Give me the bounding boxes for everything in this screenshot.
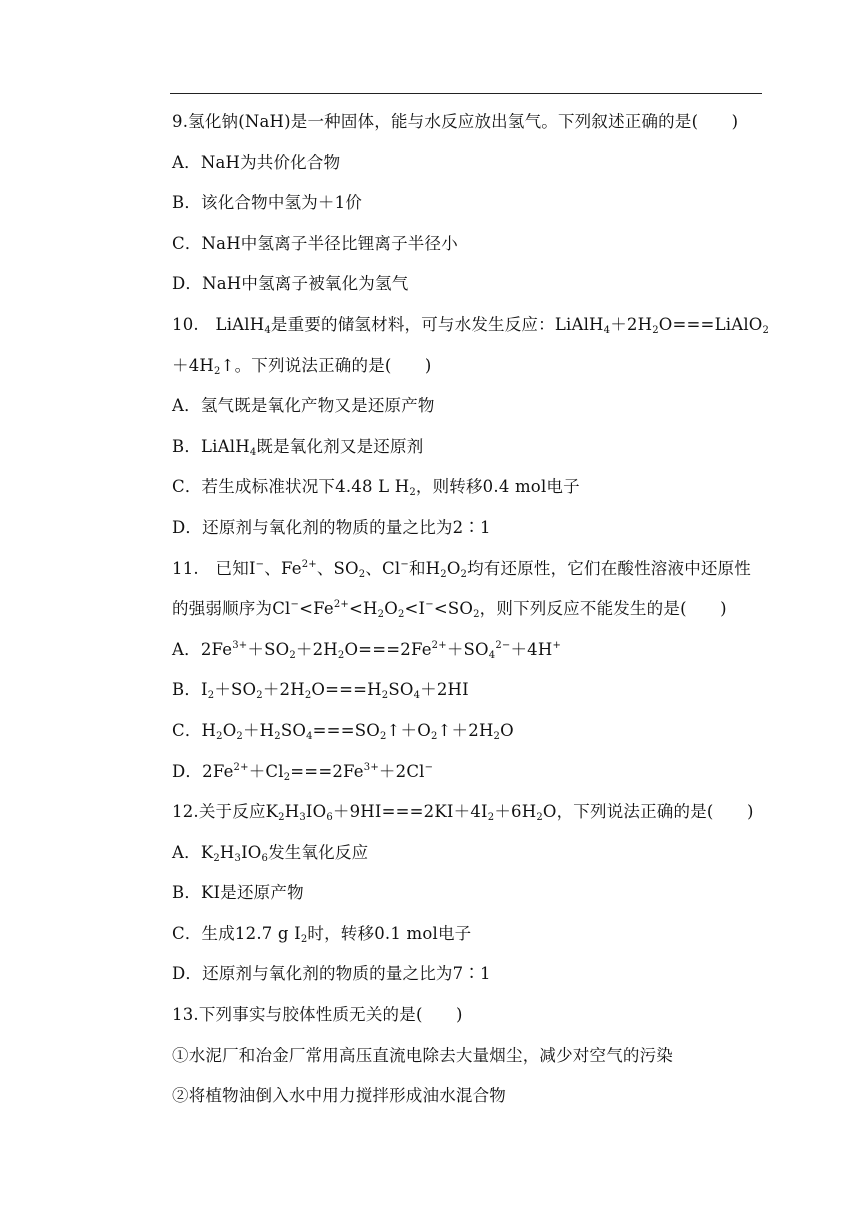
- question-12-option-d: D．还原剂与氧化剂的物质的量之比为7∶1: [172, 964, 491, 984]
- question-9-option-b: B．该化合物中氢为＋1价: [172, 193, 363, 213]
- question-13-item-1: ①水泥厂和冶金厂常用高压直流电除去大量烟尘，减少对空气的污染: [172, 1045, 673, 1065]
- question-11-option-c: C．$H_2O_2+H_2SO_4===SO_2↑+O_2↑+2H_2O$: [172, 720, 514, 742]
- question-9-option-c: C．NaH中氢离子半径比锂离子半径小: [172, 233, 458, 253]
- question-12-stem: 12.关于反应$K_2H_3IO_6+9HI===2KI+4I_2+6H_2O$，下列说法正确的是( ): [172, 802, 754, 824]
- question-11-option-d: D．$2Fe^{2+}+Cl_2===2Fe^{3+}+2Cl^-$: [172, 761, 434, 783]
- question-11-option-a: A．$2Fe^{3+}+SO_2+2H_2O===2Fe^{2+}+SO_4^{2-}+4H^+$: [172, 639, 562, 661]
- question-10-option-c: C．若生成标准状况下4.48 L $H_2$，则转移0.4 mol电子: [172, 477, 580, 499]
- question-13-stem: 13.下列事实与胶体性质无关的是( ): [172, 1005, 463, 1025]
- question-9-stem: 9.氢化钠(NaH)是一种固体，能与水反应放出氢气。下列叙述正确的是( ): [172, 112, 739, 131]
- question-10-option-d: D．还原剂与氧化剂的物质的量之比为2∶1: [172, 517, 491, 537]
- question-12-option-b: B．KI是还原产物: [172, 883, 304, 903]
- question-12-option-a: A．$K_2H_3IO_6$发生氧化反应: [172, 842, 369, 864]
- question-10-stem-line-1: 10. LiAlH$_4$是重要的储氢材料，可与水发生反应：$LiAlH_4+2H_2O===LiAlO_2$: [172, 314, 770, 336]
- question-10-option-a: A．氢气既是氧化产物又是还原产物: [172, 396, 435, 416]
- question-9-option-a: A．NaH为共价化合物: [172, 152, 341, 172]
- question-10-option-b: B．LiAlH$_4$既是氧化剂又是还原剂: [172, 436, 424, 458]
- exam-page: [172, 102, 770, 1117]
- question-11-stem-line-2: 的强弱顺序为$Cl^-<Fe^{2+}<H_2O_2<I^-<SO_2$，则下列反应不能发生的是( ): [172, 599, 727, 621]
- question-9-option-d: D．NaH中氢离子被氧化为氢气: [172, 274, 409, 294]
- question-11-stem-line-1: 11. 已知I−、$Fe^{2+}$、$SO_2$、Cl−和$H_2O_2$均有还原性，它们在酸性溶液中还原性: [172, 558, 752, 580]
- question-13-item-2: ②将植物油倒入水中用力搅拌形成油水混合物: [172, 1086, 506, 1106]
- question-12-option-c: C．生成12.7 g $I_2$时，转移0.1 mol电子: [172, 923, 472, 945]
- question-11-option-b: B．$I_2+SO_2+2H_2O===H_2SO_4+2HI$: [172, 680, 469, 702]
- header-rule: [170, 93, 762, 94]
- question-10-stem-line-2: $+4H_2↑$。下列说法正确的是( ): [172, 355, 432, 377]
